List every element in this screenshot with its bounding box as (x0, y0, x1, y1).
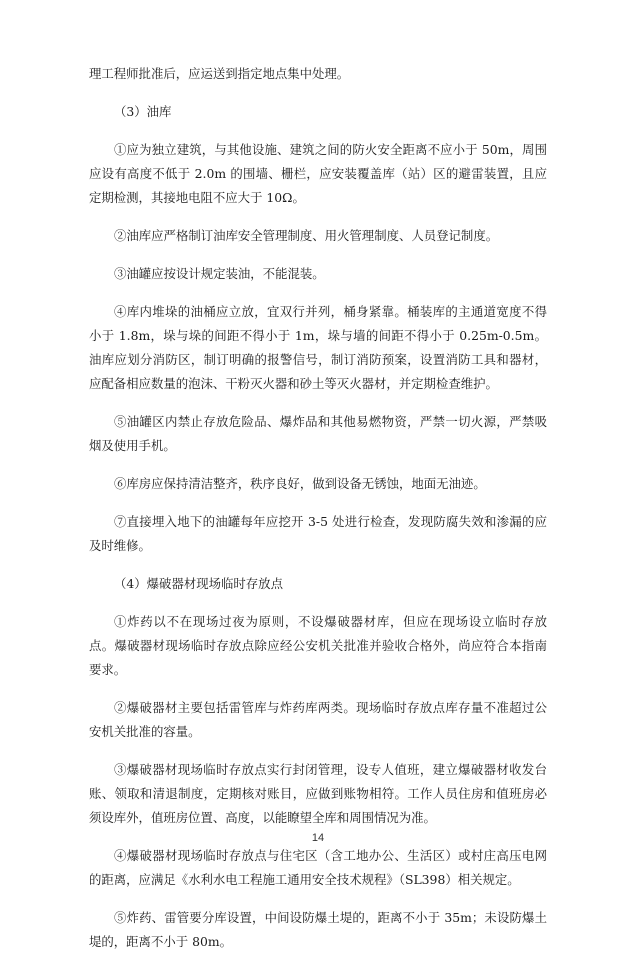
paragraph-item: ⑥库房应保持清洁整齐，秩序良好，做到设备无锈蚀，地面无油迹。 (114, 476, 486, 491)
paragraph-item: ⑤油罐区内禁止存放危险品、爆炸品和其他易燃物资，严禁一切火源，严禁吸烟及使用手机。 (89, 414, 547, 453)
paragraph-item: ⑤炸药、雷管要分库设置，中间设防爆土堤的，距离不小于 35m；未设防爆土堤的，距离不小于 80m。 (89, 910, 547, 949)
paragraph-item: ②油库应严格制订油库安全管理制度、用火管理制度、人员登记制度。 (114, 228, 499, 243)
paragraph-item: ②爆破器材主要包括雷管库与炸药库两类。现场临时存放点库存量不准超过公安机关批准的容量。 (89, 700, 547, 739)
paragraph-item: ⑦直接埋入地下的油罐每年应挖开 3-5 处进行检查，发现防腐失效和渗漏的应及时维修。 (89, 514, 547, 553)
section-heading-oil-depot: （3）油库 (114, 104, 172, 119)
paragraph-item: ④爆破器材现场临时存放点与住宅区（含工地办公、生活区）或村庄高压电网的距离，应满足《水利水电工程施工通用安全技术规程》（SL398）相关规定。 (89, 848, 547, 887)
paragraph-item: ①应为独立建筑，与其他设施、建筑之间的防火安全距离不应小于 50m，周围应设有高度不低于 2.0m 的围墙、栅栏，应安装覆盖库（站）区的避雷装置，且应定期检测，其接地电阻不应大于 10Ω。 (89, 142, 547, 205)
paragraph-item: ③油罐应按设计规定装油，不能混装。 (114, 266, 325, 281)
paragraph-continuation: 理工程师批准后，应运送到指定地点集中处理。 (89, 66, 350, 81)
paragraph-item: ④库内堆垛的油桶应立放，宜双行并列，桶身紧靠。桶装库的主通道宽度不得小于 1.8m，垛与垛的间距不得小于 1m，垛与墙的间距不得小于 0.25m-0.5m。油库应划分消防区，制订明确的报警信号，制订消防预案，设置消防工具和器材，应配备相应数量的泡沫、干粉灭火器和砂土等灭火器材，并定期检查维护。 (89, 304, 547, 391)
page-number: 14 (311, 832, 325, 844)
paragraph-item: ③爆破器材现场临时存放点实行封闭管理，设专人值班，建立爆破器材收发台账、领取和清退制度，定期核对账目，应做到账物相符。工作人员住房和值班房必须设库外，值班房位置、高度，以能瞭望全库和周围情况为准。 (89, 762, 547, 825)
section-heading-explosives-storage: （4）爆破器材现场临时存放点 (114, 576, 283, 591)
paragraph-item: ①炸药以不在现场过夜为原则，不设爆破器材库，但应在现场设立临时存放点。爆破器材现场临时存放点除应经公安机关批准并验收合格外，尚应符合本指南要求。 (89, 614, 547, 677)
